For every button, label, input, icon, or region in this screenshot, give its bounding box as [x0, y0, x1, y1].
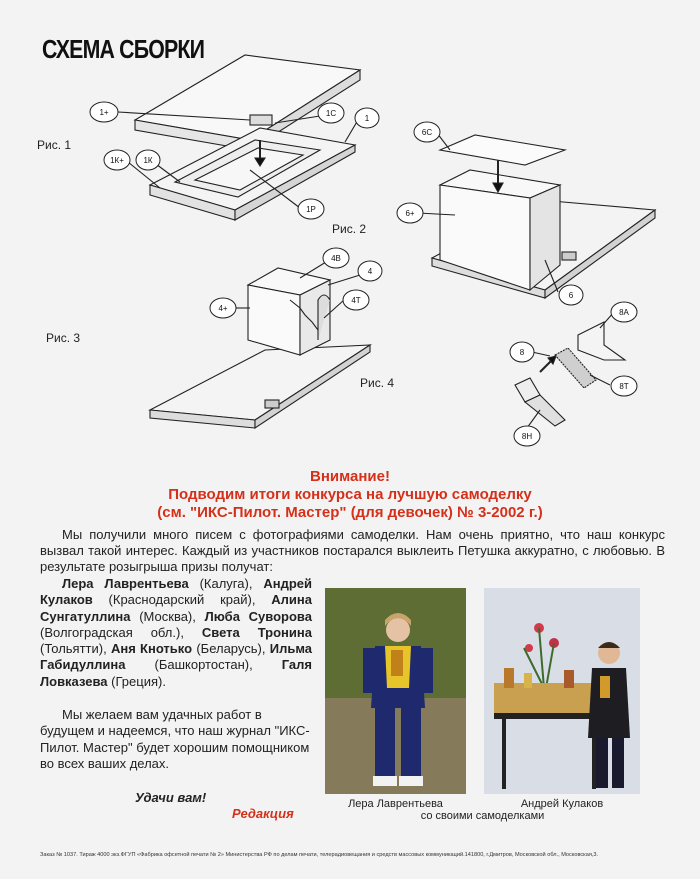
svg-text:1+: 1+	[99, 108, 109, 117]
svg-text:8Т: 8Т	[619, 382, 629, 391]
notice-heading: Внимание!	[310, 468, 390, 485]
callout-1k	[136, 150, 160, 170]
winner-place: (Башкортостан),	[154, 657, 253, 673]
wishes-paragraph: Мы желаем вам удачных работ в будущем и надеемся, что наш журнал "ИКС-Пилот. Мастер" будет хорошим помощником во всех ваших делах.	[40, 707, 310, 771]
svg-text:1С: 1С	[325, 109, 337, 118]
callout-8h	[514, 426, 540, 446]
winner-name: Лера Лаврентьева	[62, 576, 189, 591]
fig1-label: Рис. 1	[37, 138, 72, 152]
intro-paragraph: Мы получили много писем с фотографиями самоделки. Нам очень приятно, что наш конкурс вызвал такой интерес. Каждый из участников постарался выклеить Петушка аккуратно, с любовью. В результате розыгрыша призы получат:	[40, 527, 665, 574]
winner-name: Света Тронина	[201, 624, 312, 640]
fig4-label: Рис. 4	[360, 376, 395, 390]
winner-place: (Волгоградская обл.),	[40, 624, 184, 640]
svg-text:4В: 4В	[331, 254, 341, 263]
boy-photo-illustration	[484, 588, 640, 794]
callout-8a	[611, 302, 637, 322]
svg-text:6: 6	[568, 291, 574, 300]
svg-text:1К+: 1К+	[110, 156, 124, 165]
callout-4	[358, 261, 382, 281]
photo-caption-andrey: Андрей Кулаков	[520, 798, 604, 810]
fig2-drawing	[432, 135, 655, 298]
notice-subheading: Подводим итоги конкурса на лучшую самоделку	[168, 486, 532, 503]
svg-text:4+: 4+	[218, 304, 228, 313]
winner-name: Люба Суворова	[204, 608, 312, 624]
winner-place: (Беларусь),	[196, 641, 266, 657]
winner-name: Андрей Кулаков	[40, 576, 312, 608]
winner-place: (Краснодарский край),	[108, 592, 256, 608]
good-luck-signoff: Удачи вам!	[135, 790, 207, 805]
fig4-drawing	[515, 322, 625, 426]
callout-8	[510, 342, 534, 362]
photo-andrey	[484, 588, 640, 794]
fig1-drawing	[135, 55, 360, 220]
svg-text:6С: 6С	[421, 128, 433, 137]
callout-1plus	[90, 102, 118, 122]
callout-4plus	[210, 298, 236, 318]
winner-place: (Тольятти),	[40, 641, 107, 657]
callout-8t	[611, 376, 637, 396]
svg-text:4: 4	[367, 267, 373, 276]
callout-6c	[414, 122, 440, 142]
print-imprint: Заказ № 1037. Тираж 4000 экз.ФГУП «Фабрика офсетной печати № 2» Министерства РФ по делам печати, телерадиовещания и средств массовых коммуникаций.141800, г.Дмитров, Московской обл., Московская,3.	[40, 852, 599, 858]
winner-name: Алина Сунгатуллина	[40, 592, 312, 624]
svg-text:1Р: 1Р	[306, 205, 316, 214]
winners-list	[40, 576, 312, 690]
callout-1	[355, 108, 379, 128]
fig3-label: Рис. 3	[46, 331, 81, 345]
notice-reference: (см. "ИКС-Пилот. Мастер" (для девочек) № 3-2002 г.)	[157, 504, 543, 521]
photo-lera	[325, 588, 466, 794]
winner-place: (Калуга),	[199, 576, 253, 591]
callout-1c	[318, 103, 344, 123]
winner-name: Ильма Габидуллина	[40, 641, 312, 673]
contest-notice	[40, 468, 660, 522]
winner-name: Галя Ловказева	[40, 657, 312, 689]
page-title: СХЕМА СБОРКИ	[42, 34, 205, 64]
callout-1p	[298, 199, 324, 219]
svg-text:1К: 1К	[143, 156, 153, 165]
callout-1kplus	[104, 150, 130, 170]
callout-6plus	[397, 203, 423, 223]
svg-text:8Н: 8Н	[521, 432, 533, 441]
winner-place: (Греция).	[111, 673, 166, 689]
callout-4t	[343, 290, 369, 310]
svg-text:6+: 6+	[405, 209, 415, 218]
svg-text:8: 8	[519, 348, 525, 357]
photo-caption-lera: Лера Лаврентьева	[348, 798, 443, 810]
callout-4b	[323, 248, 349, 268]
fig2-label: Рис. 2	[332, 222, 367, 236]
fig3-drawing	[150, 268, 370, 428]
callout-6	[559, 285, 583, 305]
photo-caption-shared: со своими самоделками	[420, 810, 545, 822]
editorial-signature: Редакция	[232, 806, 294, 821]
svg-text:8А: 8А	[619, 308, 629, 317]
svg-text:4Т: 4Т	[351, 296, 361, 305]
svg-text:1: 1	[364, 114, 370, 123]
girl-photo-illustration	[325, 588, 466, 794]
winner-place: (Москва),	[139, 608, 196, 624]
winner-name: Аня Кнотько	[110, 641, 193, 657]
